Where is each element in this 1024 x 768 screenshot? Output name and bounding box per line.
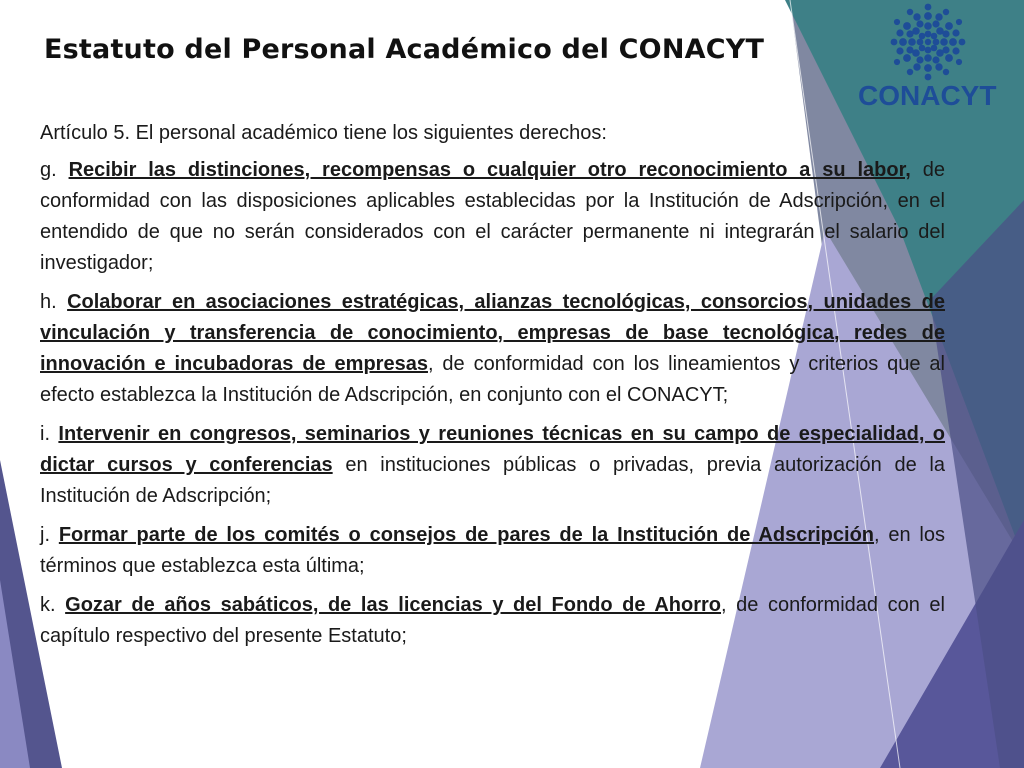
item-emphasis: Gozar de años sabáticos, de las licencias y del Fondo de Ahorro xyxy=(65,594,722,616)
item-letter: h. xyxy=(40,291,57,313)
list-item-k xyxy=(40,590,945,652)
article-body xyxy=(40,118,945,660)
logo-text: CONACYT xyxy=(858,80,997,111)
list-item-h xyxy=(40,287,945,411)
item-letter: j. xyxy=(40,524,50,546)
item-emphasis: Colaborar en asociaciones estratégicas, alianzas tecnológicas, consorcios, unidades de vinculación y transferencia de conocimiento, empresas de base tecnológica, redes de innovación e incubadoras de empresas xyxy=(40,291,946,375)
item-letter: k. xyxy=(40,594,56,616)
item-letter: g. xyxy=(40,159,57,181)
logo-dots-icon xyxy=(886,2,970,82)
slide-title: Estatuto del Personal Académico del CONACYT xyxy=(44,34,765,65)
item-emphasis: Recibir las distinciones, recompensas o cualquier otro reconocimiento a su labor, xyxy=(68,159,911,181)
article-intro: Artículo 5. El personal académico tiene los siguientes derechos: xyxy=(40,122,607,144)
list-item-j xyxy=(40,520,945,582)
item-text: , de conformidad con el capítulo respectivo del presente Estatuto; xyxy=(40,594,945,647)
conacyt-logo xyxy=(856,2,997,114)
item-emphasis: Formar parte de los comités o consejos de pares de la Institución de Adscripción xyxy=(58,524,874,546)
item-text: , de conformidad con los lineamientos y criterios que al efecto establezca la Institución de Adscripción, en conjunto con el CONACYT; xyxy=(40,353,945,406)
list-item-g xyxy=(40,155,945,279)
item-text: de conformidad con las disposiciones aplicables establecidas por la Institución de Adscripción, en el entendido de que no serán considerados con el carácter permanente ni integrarán el salario del investigador; xyxy=(40,159,945,274)
item-emphasis: Intervenir en congresos, seminarios y reuniones técnicas en su campo de especialidad, o dictar cursos y conferencias xyxy=(40,423,946,476)
item-text: , en los términos que establezca esta última; xyxy=(40,524,946,577)
item-text: en instituciones públicas o privadas, previa autorización de la Institución de Adscripción; xyxy=(40,454,946,507)
item-letter: i. xyxy=(40,423,50,445)
list-item-i xyxy=(40,419,945,512)
